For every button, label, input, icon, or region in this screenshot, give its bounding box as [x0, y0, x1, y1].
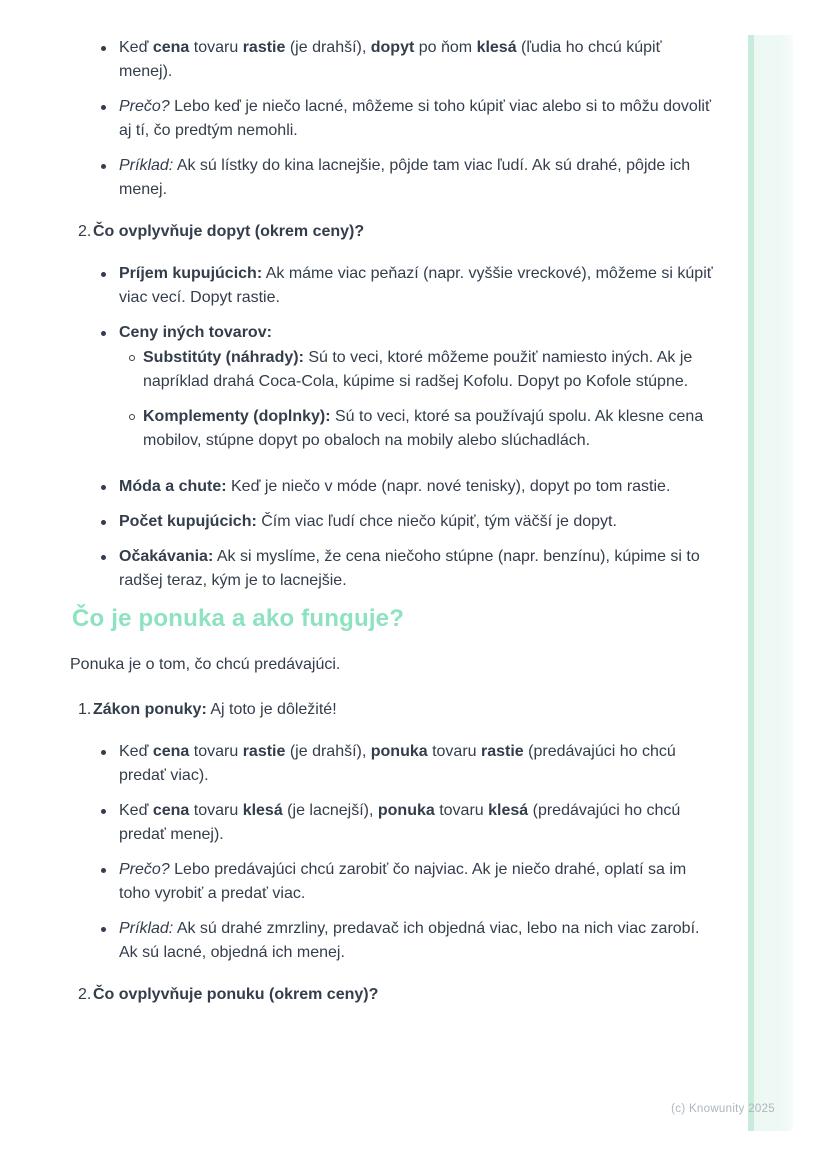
text-run: Počet kupujúcich: [119, 513, 257, 530]
text-run: ponuka [377, 802, 435, 819]
bullet-icon [96, 799, 119, 847]
list-item-text [119, 510, 718, 534]
bullet-icon [96, 95, 119, 143]
text-run: Ak sú lístky do kina lacnejšie, pôjde tam viac ľudí. Ak sú drahé, pôjde ich menej. [119, 157, 691, 198]
text-run: rastie [242, 39, 286, 56]
list-item-text [119, 36, 718, 84]
bullet-list [70, 262, 718, 593]
text-run: Sú to veci, ktoré môžeme použiť namiesto iných. Ak je napríklad drahá Coca-Cola, kúpime si radšej Kofolu. Dopyt po Kofole stúpne. [143, 349, 693, 390]
text-run: Ak sú drahé zmrzliny, predavač ich objedná viac, lebo na nich viac zarobí. Ak sú lacné, objedná ich menej. [119, 920, 700, 961]
list-item-text [119, 475, 718, 499]
text-run: Očakávania: [119, 548, 214, 565]
list-item-body [119, 858, 718, 906]
text-run: tovaru [434, 802, 489, 819]
text-run: Komplementy (doplnky): [143, 408, 331, 425]
circle-bullet-icon [127, 346, 143, 394]
accent-bar-edge [748, 35, 754, 1131]
text-run: tovaru [189, 802, 243, 819]
item-number: 1. [78, 701, 92, 718]
list-item-text [119, 262, 718, 310]
bullet-icon [96, 262, 119, 310]
text-run: Ponuka je o tom, čo chcú predávajúci. [70, 656, 341, 673]
list-item-body [119, 510, 718, 534]
list-item [127, 405, 718, 453]
list-item-body [119, 740, 718, 788]
text-run: po ňom [414, 39, 477, 56]
list-item-body [119, 545, 718, 593]
text-run: rastie [481, 743, 524, 760]
list-item-text [119, 95, 718, 143]
text-run: Keď [119, 743, 153, 760]
text-run: Čím viac ľudí chce niečo kúpiť, tým väčší je dopyt. [256, 513, 617, 530]
text-run: ponuka [370, 743, 428, 760]
list-item-text [119, 321, 718, 345]
bullet-list [70, 36, 718, 202]
list-item-body [119, 799, 718, 847]
list-item-text [119, 154, 718, 202]
text-run: (je lacnejší), [282, 802, 378, 819]
list-item [96, 917, 718, 965]
accent-bar [748, 35, 793, 1131]
list-item [96, 858, 718, 906]
item-number: 2. [78, 986, 92, 1003]
list-item [96, 321, 718, 464]
bullet-icon [96, 36, 119, 84]
numbered-item [78, 983, 718, 1007]
text-run: klesá [488, 802, 529, 819]
list-item-text [143, 346, 718, 394]
text-run: cena [152, 743, 190, 760]
text-run: klesá [242, 802, 283, 819]
list-item-body [119, 36, 718, 84]
list-item-text [119, 858, 718, 906]
list-item [96, 154, 718, 202]
text-run: (je drahší), [285, 39, 371, 56]
list-item-text [119, 799, 718, 847]
text-run: Lebo predávajúci chcú zarobiť čo najviac. Ak je niečo drahé, oplatí sa im toho vyrobiť a predať viac. [119, 861, 687, 902]
text-run: Keď [119, 39, 153, 56]
numbered-item-text [93, 220, 364, 244]
text-run: tovaru [189, 39, 243, 56]
text-run: tovaru [189, 743, 243, 760]
list-item-text [119, 740, 718, 788]
text-run: Ak si myslíme, že cena niečoho stúpne (napr. benzínu), kúpime si to radšej teraz, kým je to lacnejšie. [119, 548, 700, 589]
text-run: Zákon ponuky: [93, 701, 207, 718]
bullet-icon [96, 154, 119, 202]
section-heading: Čo je ponuka a ako funguje? [72, 605, 405, 632]
bullet-icon [96, 917, 119, 965]
bullet-icon [96, 510, 119, 534]
bullet-list [70, 740, 718, 965]
list-item [96, 475, 718, 499]
text-run: Aj toto je dôležité! [206, 701, 337, 718]
text-run: Čo ovplyvňuje dopyt (okrem ceny)? [93, 223, 365, 240]
list-item-body [143, 346, 718, 394]
nested-bullet-list [119, 346, 718, 453]
list-item-body [119, 917, 718, 965]
text-run: Substitúty (náhrady): [143, 349, 304, 366]
list-item-body [119, 95, 718, 143]
text-run: (predávajúci ho chcú predať viac). [119, 743, 676, 784]
numbered-item [78, 698, 718, 722]
text-run: Príjem kupujúcich: [119, 265, 263, 282]
list-item-body [119, 475, 718, 499]
text-run: (ľudia ho chcú kúpiť menej). [119, 39, 662, 80]
text-run: cena [152, 39, 190, 56]
list-item-body [143, 405, 718, 453]
text-run: Prečo? [119, 98, 170, 115]
list-item [96, 740, 718, 788]
list-item-text [119, 917, 718, 965]
text-run: Čo ovplyvňuje ponuku (okrem ceny)? [93, 986, 379, 1003]
bullet-icon [96, 475, 119, 499]
text-run: Príklad: [119, 920, 174, 937]
footer-copyright: (c) Knowunity 2025 [671, 1103, 775, 1115]
list-item-body [119, 154, 718, 202]
numbered-item-text [93, 983, 378, 1007]
list-item-body [119, 262, 718, 310]
item-number: 2. [78, 223, 92, 240]
text-run: Sú to veci, ktoré sa používajú spolu. Ak klesne cena mobilov, stúpne dopyt po obaloch na mobily alebo slúchadlách. [143, 408, 704, 449]
content-area [70, 36, 718, 1025]
list-item [96, 510, 718, 534]
text-run: rastie [242, 743, 286, 760]
list-item [96, 262, 718, 310]
text-run: Ceny iných tovarov: [119, 324, 272, 341]
bullet-icon [96, 858, 119, 906]
list-item-text [119, 545, 718, 593]
numbered-item-text [93, 698, 337, 722]
bullet-icon [96, 545, 119, 593]
text-run: (predávajúci ho chcú predať menej). [119, 802, 681, 843]
text-run: Ak máme viac peňazí (napr. vyššie vreckové), môžeme si kúpiť viac vecí. Dopyt rastie. [119, 265, 713, 306]
list-item [96, 36, 718, 84]
text-run: dopyt [370, 39, 415, 56]
list-item [96, 799, 718, 847]
circle-bullet-icon [127, 405, 143, 453]
numbered-item [78, 220, 718, 244]
text-run: Keď je niečo v móde (napr. nové tenisky), dopyt po tom rastie. [226, 478, 671, 495]
text-run: Móda a chute: [119, 478, 227, 495]
intro-paragraph [70, 653, 718, 677]
text-run: Keď [119, 802, 153, 819]
list-item-body [119, 321, 718, 464]
bullet-icon [96, 321, 119, 464]
list-item [96, 545, 718, 593]
text-run: cena [152, 802, 190, 819]
text-run: (je drahší), [285, 743, 371, 760]
text-run: tovaru [427, 743, 481, 760]
text-run: Príklad: [119, 157, 174, 174]
text-run: Prečo? [119, 861, 170, 878]
list-item [96, 95, 718, 143]
bullet-icon [96, 740, 119, 788]
text-run: Lebo keď je niečo lacné, môžeme si toho kúpiť viac alebo si to môžu dovoliť aj tí, čo predtým nemohli. [119, 98, 711, 139]
list-item-text [143, 405, 718, 453]
text-run: klesá [476, 39, 517, 56]
list-item [127, 346, 718, 394]
